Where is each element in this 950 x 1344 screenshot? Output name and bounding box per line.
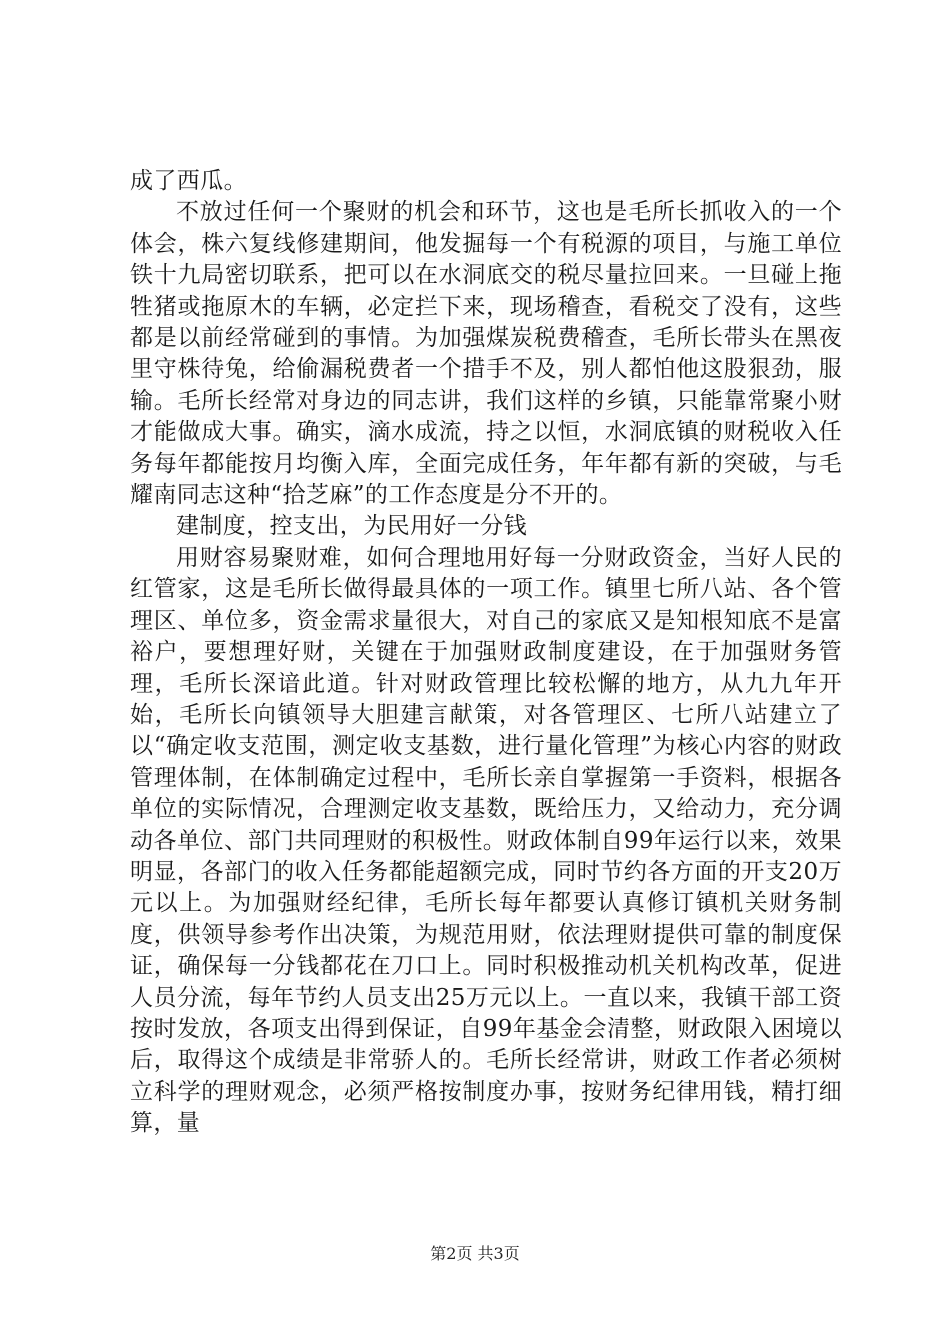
paragraph-expenditure-control: 用财容易聚财难，如何合理地用好每一分财政资金，当好人民的红管家，这是毛所长做得最具体的一项工作。镇里七所八站、各个管理区、单位多，资金需求量很大，对自己的家底又是知根知底不是富裕户，要想理好财，关键在于加强财政制度建设，在于加强财务管理，毛所长深谙此道。针对财政管理比较松懈的地方，从九九年开始，毛所长向镇领导大胆建言献策，对各管理区、七所八站建立了以“确定收支范围，测定收支基数，进行量化管理”为核心内容的财政管理体制，在体制确定过程中，毛所长亲自掌握第一手资料，根据各单位的实际情况，合理测定收支基数，既给压力，又给动力，充分调动各单位、部门共同理财的积极性。财政体制自99年运行以来，效果明显，各部门的收入任务都能超额完成，同时节约各方面的开支20万元以上。为加强财经纪律，毛所长每年都要认真修订镇机关财务制度，供领导参考作出决策，为规范用财，依法理财提供可靠的制度保证，确保每一分钱都花在刀口上。同时积极推动机关机构改革，促进人员分流，每年节约人员支出25万元以上。一直以来，我镇干部工资按时发放，各项支出得到保证，自99年基金会清整，财政限入困境以后，取得这个成绩是非常骄人的。毛所长经常讲，财政工作者必须树立科学的理财观念，必须严格按制度办事，按财务纪律用钱，精打细算，量: [130, 544, 842, 1137]
section-heading: 建制度，控支出，为民用好一分钱: [176, 513, 527, 540]
paragraph-continued: 成了西瓜。: [130, 168, 247, 194]
paragraph-tax-collection: 不放过任何一个聚财的机会和环节，这也是毛所长抓收入的一个体会，株六复线修建期间，他发掘每一个有税源的项目，与施工单位铁十九局密切联系，把可以在水洞底交的税尽量拉回来。一旦碰上拖牲猪或拖原木的车辆，必定拦下来，现场稽查，看税交了没有，这些都是以前经常碰到的事情。为加强煤炭税费稽查，毛所长带头在黑夜里守株待兔，给偷漏税费者一个措手不及，别人都怕他这股狠劲，服输。毛所长经常对身边的同志讲，我们这样的乡镇，只能靠常聚小财才能做成大事。确实，滴水成流，持之以恒，水洞底镇的财税收入任务每年都能按月均衡入库，全面完成任务，年年都有新的突破，与毛耀南同志这种“拾芝麻”的工作态度是分不开的。: [130, 199, 842, 509]
page-number: 第2页 共3页: [430, 1244, 520, 1263]
document-body: [130, 166, 842, 1140]
page-footer: [0, 1244, 950, 1264]
